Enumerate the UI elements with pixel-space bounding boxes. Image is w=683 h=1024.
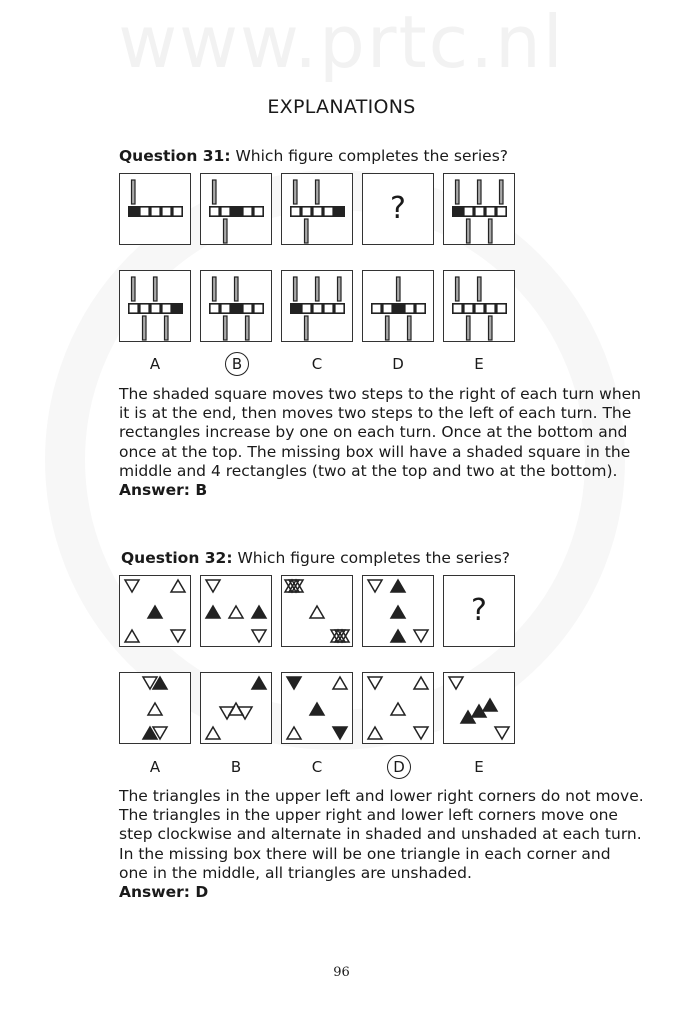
vertical-bar-bottom [489, 219, 493, 243]
open-triangle-down [206, 580, 220, 592]
vertical-bar-top [456, 277, 460, 301]
square [291, 207, 300, 216]
option-label-c[interactable]: C [311, 355, 323, 373]
square [221, 207, 230, 216]
square [486, 304, 495, 313]
open-triangle-up [287, 727, 301, 739]
series-figure-3 [281, 173, 353, 245]
open-triangle-down [495, 727, 509, 739]
open-triangle-up [368, 727, 382, 739]
square [335, 304, 344, 313]
missing-figure-mark: ? [390, 191, 406, 226]
option-figure-1 [119, 672, 191, 744]
open-triangle-up [206, 727, 220, 739]
vertical-bar-top [500, 180, 504, 204]
vertical-bar-bottom [467, 219, 471, 243]
square [416, 304, 425, 313]
square [221, 304, 230, 313]
square [372, 304, 381, 313]
option-figure-1 [119, 270, 191, 342]
square [486, 207, 495, 216]
question-32-text [119, 787, 644, 902]
question-32-heading [121, 549, 510, 567]
option-label-a[interactable]: A [149, 758, 161, 776]
filled-triangle-up [206, 606, 220, 618]
square [243, 304, 252, 313]
filled-triangle-up [148, 606, 162, 618]
vertical-bar-top [316, 180, 320, 204]
square [405, 304, 414, 313]
square [497, 304, 506, 313]
square [453, 304, 462, 313]
shaded-square [232, 207, 241, 216]
option-figure-3 [281, 672, 353, 744]
question-31-explanation: The shaded square moves two steps to the right of each turn when it is at the end, then moves two steps to the left of each turn. The rectangles increase by one on each turn. Once at the bottom and once at the top. The missing box will have a shaded square in the middle and 4 rectangles (two at the top and two at the bottom). [119, 385, 641, 480]
open-triangle-up [333, 677, 347, 689]
square [162, 207, 171, 216]
square [475, 207, 484, 216]
open-triangle-down [171, 630, 185, 642]
vertical-bar-bottom [165, 316, 169, 340]
shaded-square [394, 304, 403, 313]
vertical-bar-top [294, 180, 298, 204]
square [475, 304, 484, 313]
square [162, 304, 171, 313]
filled-triangle-up [391, 606, 405, 618]
square [324, 207, 333, 216]
square [313, 304, 322, 313]
option-figure-4 [362, 270, 434, 342]
shaded-square [453, 207, 462, 216]
square [140, 207, 149, 216]
series-figure-2 [200, 173, 272, 245]
open-triangle-down [449, 677, 463, 689]
vertical-bar-bottom [408, 316, 412, 340]
filled-triangle-up [391, 630, 405, 642]
vertical-bar-bottom [305, 219, 309, 243]
question-label: Question 31: [119, 147, 231, 165]
square [254, 207, 263, 216]
open-triangle-down [125, 580, 139, 592]
option-figure-3 [281, 270, 353, 342]
open-triangle-up [171, 580, 185, 592]
square [383, 304, 392, 313]
shaded-square [232, 304, 241, 313]
option-label-a[interactable]: A [149, 355, 161, 373]
open-triangle-up [125, 630, 139, 642]
square [497, 207, 506, 216]
filled-triangle-up [391, 580, 405, 592]
vertical-bar-bottom [246, 316, 250, 340]
vertical-bar-top [316, 277, 320, 301]
vertical-bar-bottom [467, 316, 471, 340]
open-triangle-down [252, 630, 266, 642]
open-triangle-up [391, 703, 405, 715]
series-figure-4 [362, 173, 434, 245]
option-label-c[interactable]: C [311, 758, 323, 776]
square [151, 304, 160, 313]
series-figure-1 [119, 173, 191, 245]
option-label-e[interactable]: E [474, 758, 484, 776]
option-figure-4 [362, 672, 434, 744]
series-figure-1 [119, 575, 191, 647]
square [254, 304, 263, 313]
series-figure-2 [200, 575, 272, 647]
vertical-bar-bottom [224, 219, 228, 243]
vertical-bar-top [154, 277, 158, 301]
vertical-bar-top [213, 277, 217, 301]
square [313, 207, 322, 216]
open-triangle-down [368, 580, 382, 592]
open-triangle-up [148, 703, 162, 715]
filled-triangle-down [287, 677, 301, 689]
filled-triangle-up [483, 699, 497, 711]
vertical-bar-top [397, 277, 401, 301]
square [151, 207, 160, 216]
question-prompt: Which figure completes the series? [237, 549, 511, 567]
vertical-bar-bottom [386, 316, 390, 340]
vertical-bar-top [456, 180, 460, 204]
open-triangle-up [414, 677, 428, 689]
vertical-bar-top [338, 277, 342, 301]
page-number: 96 [333, 965, 350, 980]
filled-triangle-up [252, 677, 266, 689]
option-label-e[interactable]: E [474, 355, 484, 373]
open-triangle-down [414, 630, 428, 642]
open-triangle-up [310, 606, 324, 618]
shaded-square [173, 304, 182, 313]
option-label-d[interactable]: D [392, 355, 404, 373]
question-prompt: Which figure completes the series? [235, 147, 509, 165]
missing-figure-mark: ? [471, 593, 487, 628]
option-figure-2 [200, 672, 272, 744]
open-triangle-down [368, 677, 382, 689]
square [302, 207, 311, 216]
vertical-bar-bottom [224, 316, 228, 340]
square [302, 304, 311, 313]
shaded-square [129, 207, 138, 216]
series-figure-3 [281, 575, 353, 647]
open-triangle-down [414, 727, 428, 739]
vertical-bar-bottom [489, 316, 493, 340]
vertical-bar-top [235, 277, 239, 301]
square [464, 304, 473, 313]
option-label-b[interactable]: B [225, 352, 249, 376]
filled-triangle-down [333, 727, 347, 739]
series-figure-5 [443, 173, 515, 245]
question-31-text [119, 385, 644, 500]
vertical-bar-top [132, 180, 136, 204]
option-label-d[interactable]: D [387, 755, 411, 779]
option-figure-2 [200, 270, 272, 342]
question-31-answer: Answer: B [119, 481, 208, 500]
square [210, 304, 219, 313]
series-figure-4 [362, 575, 434, 647]
square [140, 304, 149, 313]
square [129, 304, 138, 313]
question-31-heading [119, 147, 508, 165]
square [324, 304, 333, 313]
square [243, 207, 252, 216]
open-triangle-up [229, 606, 243, 618]
question-32-explanation: The triangles in the upper left and lower right corners do not move. The triangles in the upper right and lower left corners move one step clockwise and alternate in shaded and unshaded at each turn. In the missing box there will be one triangle in each corner and one in the middle, all triangles are unshaded. [119, 787, 644, 882]
vertical-bar-top [478, 277, 482, 301]
option-label-b[interactable]: B [230, 758, 242, 776]
shaded-square [291, 304, 300, 313]
question-32-answer: Answer: D [119, 883, 209, 902]
square [464, 207, 473, 216]
filled-triangle-up [310, 703, 324, 715]
square [173, 207, 182, 216]
question-label: Question 32: [121, 549, 233, 567]
watermark: www.prtc.nl [118, 0, 565, 84]
vertical-bar-top [213, 180, 217, 204]
vertical-bar-bottom [305, 316, 309, 340]
filled-triangle-up [252, 606, 266, 618]
series-figure-5 [443, 575, 515, 647]
vertical-bar-top [478, 180, 482, 204]
square [210, 207, 219, 216]
shaded-square [335, 207, 344, 216]
page-title: EXPLANATIONS [267, 96, 416, 118]
vertical-bar-top [294, 277, 298, 301]
option-figure-5 [443, 270, 515, 342]
vertical-bar-bottom [143, 316, 147, 340]
vertical-bar-top [132, 277, 136, 301]
option-figure-5 [443, 672, 515, 744]
